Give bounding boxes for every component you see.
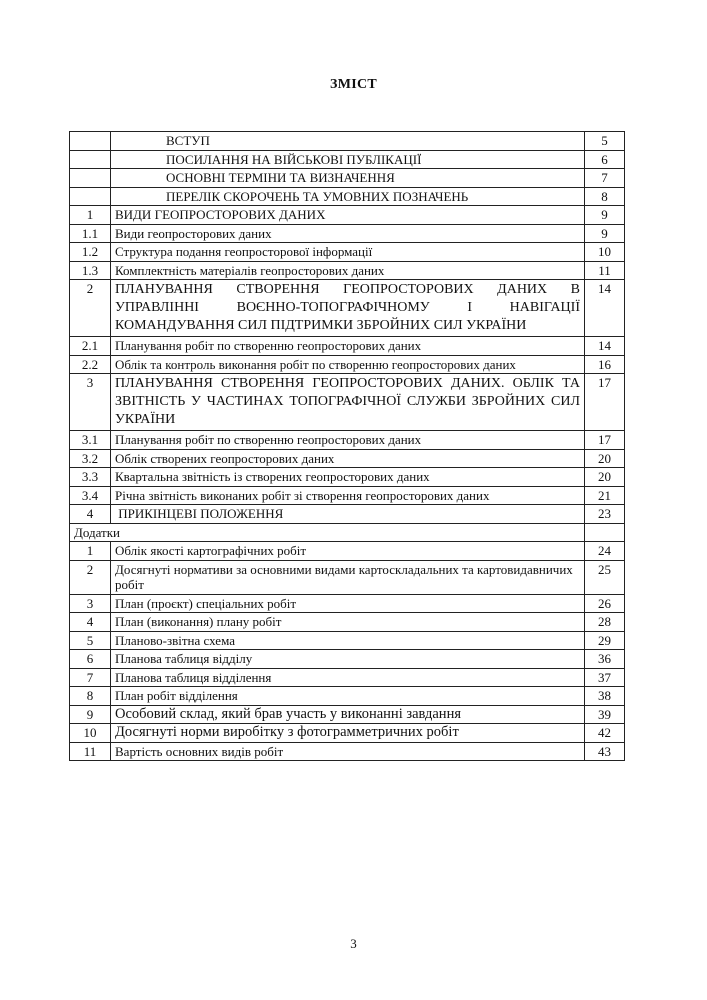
toc-number: 4 (70, 505, 111, 524)
toc-number: 1.2 (70, 243, 111, 262)
appendix-title[interactable]: Планова таблиця відділу (111, 650, 585, 669)
toc-title[interactable]: ПЕРЕЛІК СКОРОЧЕНЬ ТА УМОВНИХ ПОЗНАЧЕНЬ (111, 187, 585, 206)
toc-page: 11 (585, 261, 625, 280)
appendix-number: 7 (70, 668, 111, 687)
appendix-row (70, 542, 625, 561)
toc-title[interactable]: Квартальна звітність із створених геопросторових даних (111, 468, 585, 487)
toc-page: 21 (585, 486, 625, 505)
toc-row (70, 468, 625, 487)
toc-row (70, 224, 625, 243)
toc-title[interactable]: Структура подання геопросторової інформації (111, 243, 585, 262)
toc-number (70, 187, 111, 206)
toc-title[interactable]: ВИДИ ГЕОПРОСТОРОВИХ ДАНИХ (111, 206, 585, 225)
toc-row (70, 449, 625, 468)
toc-title[interactable]: ПРИКІНЦЕВІ ПОЛОЖЕННЯ (111, 505, 585, 524)
toc-row (70, 187, 625, 206)
toc-page: 20 (585, 468, 625, 487)
toc-title[interactable]: Види геопросторових даних (111, 224, 585, 243)
appendix-page: 28 (585, 613, 625, 632)
appendix-title[interactable]: Вартість основних видів робіт (111, 742, 585, 761)
toc-page: 5 (585, 132, 625, 151)
appendix-header-page (585, 523, 625, 542)
toc-title[interactable]: ПЛАНУВАННЯ СТВОРЕННЯ ГЕОПРОСТОРОВИХ ДАНИХ. ОБЛІК ТА ЗВІТНІСТЬ У ЧАСТИНАХ ТОПОГРАФІЧНОЇ СЛУЖБИ ЗБРОЙНИХ СИЛ УКРАЇНИ (111, 374, 585, 431)
appendix-title[interactable]: Планова таблиця відділення (111, 668, 585, 687)
appendix-row (70, 594, 625, 613)
appendix-row (70, 705, 625, 724)
toc-number: 3.2 (70, 449, 111, 468)
toc-page: 9 (585, 224, 625, 243)
appendix-row (70, 650, 625, 669)
toc-title[interactable]: ПОСИЛАННЯ НА ВІЙСЬКОВІ ПУБЛІКАЦІЇ (111, 150, 585, 169)
appendix-number: 4 (70, 613, 111, 632)
toc-page: 23 (585, 505, 625, 524)
appendix-title[interactable]: План (виконання) плану робіт (111, 613, 585, 632)
appendix-row (70, 631, 625, 650)
toc-row (70, 486, 625, 505)
page-number: 3 (350, 936, 357, 951)
toc-title[interactable]: Облік та контроль виконання робіт по створенню геопросторових даних (111, 355, 585, 374)
appendix-page: 43 (585, 742, 625, 761)
appendix-number: 6 (70, 650, 111, 669)
toc-page: 14 (585, 280, 625, 337)
appendix-number: 1 (70, 542, 111, 561)
toc-title[interactable]: ОСНОВНІ ТЕРМІНИ ТА ВИЗНАЧЕННЯ (111, 169, 585, 188)
appendix-page: 25 (585, 560, 625, 594)
appendix-page: 37 (585, 668, 625, 687)
appendix-row (70, 724, 625, 743)
appendix-row (70, 613, 625, 632)
appendix-number: 8 (70, 687, 111, 706)
appendix-page: 36 (585, 650, 625, 669)
toc-title[interactable]: ПЛАНУВАННЯ СТВОРЕННЯ ГЕОПРОСТОРОВИХ ДАНИХ В УПРАВЛІННІ ВОЄННО-ТОПОГРАФІЧНОМУ І НАВІГАЦІЇ КОМАНДУВАННЯ СИЛ ПІДТРИМКИ ЗБРОЙНИХ СИЛ УКРАЇНИ (111, 280, 585, 337)
appendix-row (70, 687, 625, 706)
page-title: ЗМІСТ (330, 77, 377, 92)
toc-number: 1 (70, 206, 111, 225)
toc-title[interactable]: Облік створених геопросторових даних (111, 449, 585, 468)
toc-number: 2.2 (70, 355, 111, 374)
toc-page: 6 (585, 150, 625, 169)
toc-number: 3.3 (70, 468, 111, 487)
toc-row (70, 206, 625, 225)
toc-page: 20 (585, 449, 625, 468)
toc-page: 9 (585, 206, 625, 225)
appendix-row (70, 742, 625, 761)
appendix-page: 38 (585, 687, 625, 706)
toc-row (70, 169, 625, 188)
toc-row (70, 374, 625, 431)
toc-number: 2 (70, 280, 111, 337)
toc-number (70, 132, 111, 151)
toc-row (70, 505, 625, 524)
appendix-number: 9 (70, 705, 111, 724)
toc-page: 10 (585, 243, 625, 262)
toc-title[interactable]: Планування робіт по створенню геопросторових даних (111, 337, 585, 356)
appendix-row (70, 668, 625, 687)
appendix-title[interactable]: Планово-звітна схема (111, 631, 585, 650)
appendix-label: Додатки (70, 523, 585, 542)
toc-number: 1.1 (70, 224, 111, 243)
toc-row (70, 355, 625, 374)
toc-number: 3 (70, 374, 111, 431)
toc-row (70, 132, 625, 151)
toc-page: 14 (585, 337, 625, 356)
appendix-page: 42 (585, 724, 625, 743)
toc-row (70, 243, 625, 262)
toc-number: 3.1 (70, 431, 111, 450)
appendix-number: 5 (70, 631, 111, 650)
appendix-number: 10 (70, 724, 111, 743)
toc-row (70, 280, 625, 337)
toc-page: 17 (585, 374, 625, 431)
appendix-number: 3 (70, 594, 111, 613)
toc-page: 17 (585, 431, 625, 450)
appendix-header-row (70, 523, 625, 542)
toc-number (70, 169, 111, 188)
toc-row (70, 431, 625, 450)
toc-number (70, 150, 111, 169)
appendix-page: 39 (585, 705, 625, 724)
appendix-page: 24 (585, 542, 625, 561)
toc-title[interactable]: ВСТУП (111, 132, 585, 151)
appendix-page: 26 (585, 594, 625, 613)
toc-title[interactable]: Річна звітність виконаних робіт зі створення геопросторових даних (111, 486, 585, 505)
appendix-number: 11 (70, 742, 111, 761)
appendix-title[interactable]: Досягнуті норми виробітку з фотограмметричних робіт (111, 724, 585, 743)
appendix-title[interactable]: Особовий склад, який брав участь у виконанні завдання (111, 705, 585, 724)
appendix-row (70, 560, 625, 594)
toc-number: 1.3 (70, 261, 111, 280)
appendix-number: 2 (70, 560, 111, 594)
toc-page: 16 (585, 355, 625, 374)
appendix-title[interactable]: План (проєкт) спеціальних робіт (111, 594, 585, 613)
appendix-title[interactable]: Облік якості картографічних робіт (111, 542, 585, 561)
toc-number: 3.4 (70, 486, 111, 505)
toc-title[interactable]: Комплектність матеріалів геопросторових даних (111, 261, 585, 280)
toc-row (70, 261, 625, 280)
toc-row (70, 337, 625, 356)
toc-title[interactable]: Планування робіт по створенню геопросторових даних (111, 431, 585, 450)
toc-number: 2.1 (70, 337, 111, 356)
appendix-page: 29 (585, 631, 625, 650)
toc-row (70, 150, 625, 169)
appendix-title[interactable]: План робіт відділення (111, 687, 585, 706)
toc-page: 7 (585, 169, 625, 188)
toc-table (69, 131, 625, 761)
appendix-title[interactable]: Досягнуті нормативи за основними видами картоскладальних та картовидавничих робіт (111, 560, 585, 594)
toc-page: 8 (585, 187, 625, 206)
